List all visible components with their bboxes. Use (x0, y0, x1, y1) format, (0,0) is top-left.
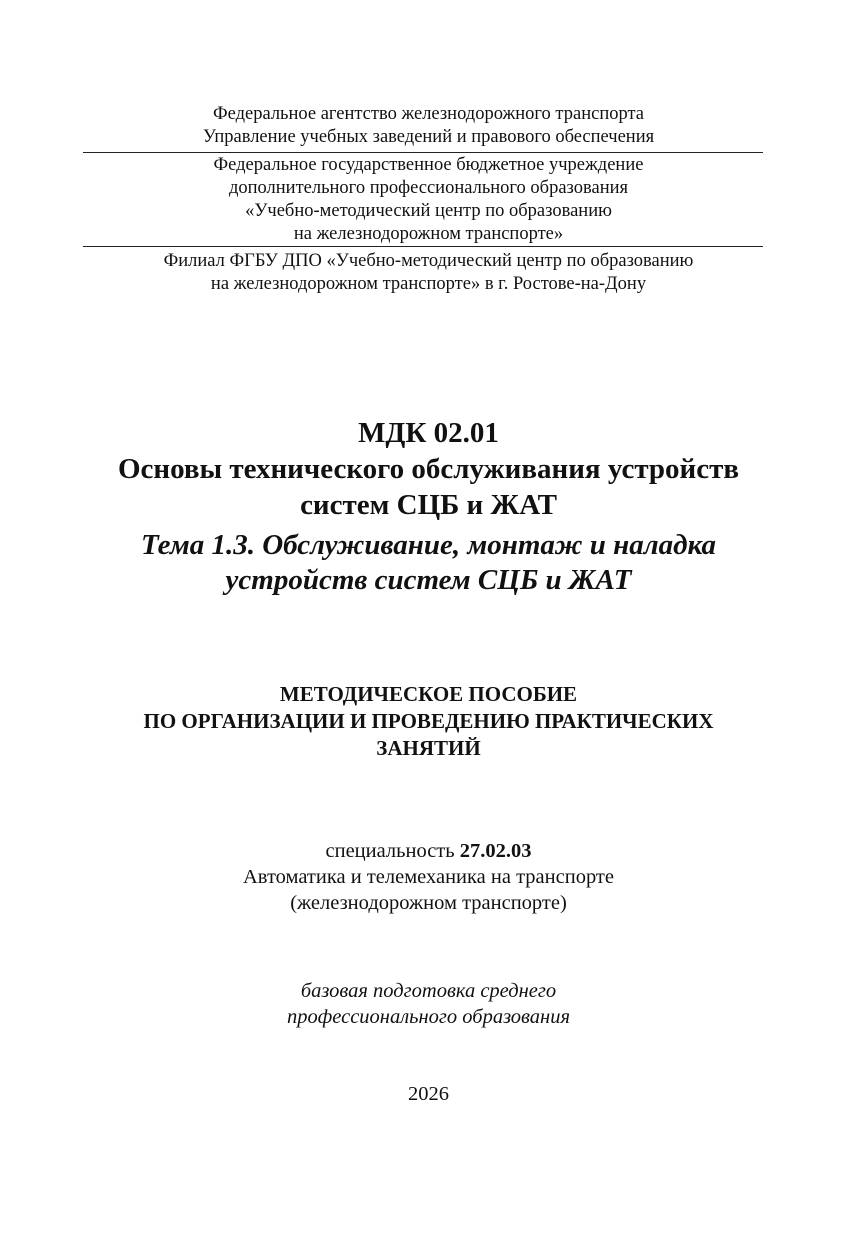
course-code: МДК 02.01 (358, 417, 499, 449)
manual-line: МЕТОДИЧЕСКОЕ ПОСОБИЕ (279, 682, 578, 706)
institution-line: «Учебно-методический центр по образованию (245, 201, 612, 221)
branch-line: Филиал ФГБУ ДПО «Учебно-методический центр по образованию (163, 251, 694, 271)
specialty-code: 27.02.03 (459, 840, 532, 862)
course-name-line: Основы технического обслуживания устройств (117, 453, 740, 485)
specialty-name-line: (железнодорожном транспорте) (290, 892, 567, 914)
publication-year (0, 1081, 857, 1107)
course-name-line: систем СЦБ и ЖАТ (300, 489, 557, 521)
specialty-label: специальность (325, 840, 455, 862)
institution-line: дополнительного профессионального образования (228, 178, 629, 198)
institution-line: на железнодорожном транспорте» (293, 224, 564, 244)
institution-block (0, 154, 857, 246)
agency-line: Управление учебных заведений и правового обеспечения (202, 127, 655, 147)
specialty-block (0, 838, 857, 916)
topic-line: устройств систем СЦБ и ЖАТ (225, 564, 632, 596)
institution-line: Федеральное государственное бюджетное учреждение (213, 155, 644, 175)
agency-block (0, 103, 857, 149)
education-level-line: профессионального образования (286, 1006, 571, 1028)
agency-line: Федеральное агентство железнодорожного транспорта (212, 104, 644, 124)
branch-line: на железнодорожном транспорте» в г. Ростове-на-Дону (210, 274, 647, 294)
manual-line: ПО ОРГАНИЗАЦИИ И ПРОВЕДЕНИЮ ПРАКТИЧЕСКИХ (143, 709, 714, 733)
manual-heading (0, 681, 857, 762)
branch-block (0, 250, 857, 296)
header-divider (83, 246, 763, 247)
course-title (0, 415, 857, 523)
header-divider (83, 152, 763, 153)
year-text: 2026 (408, 1083, 449, 1105)
education-level-line: базовая подготовка среднего (300, 980, 557, 1002)
topic-title (0, 528, 857, 598)
specialty-line (0, 838, 857, 864)
specialty-name-line: Автоматика и телемеханика на транспорте (243, 866, 614, 888)
education-level (0, 978, 857, 1030)
topic-line: Тема 1.3. Обслуживание, монтаж и наладка (141, 529, 716, 561)
manual-line: ЗАНЯТИЙ (376, 736, 481, 760)
